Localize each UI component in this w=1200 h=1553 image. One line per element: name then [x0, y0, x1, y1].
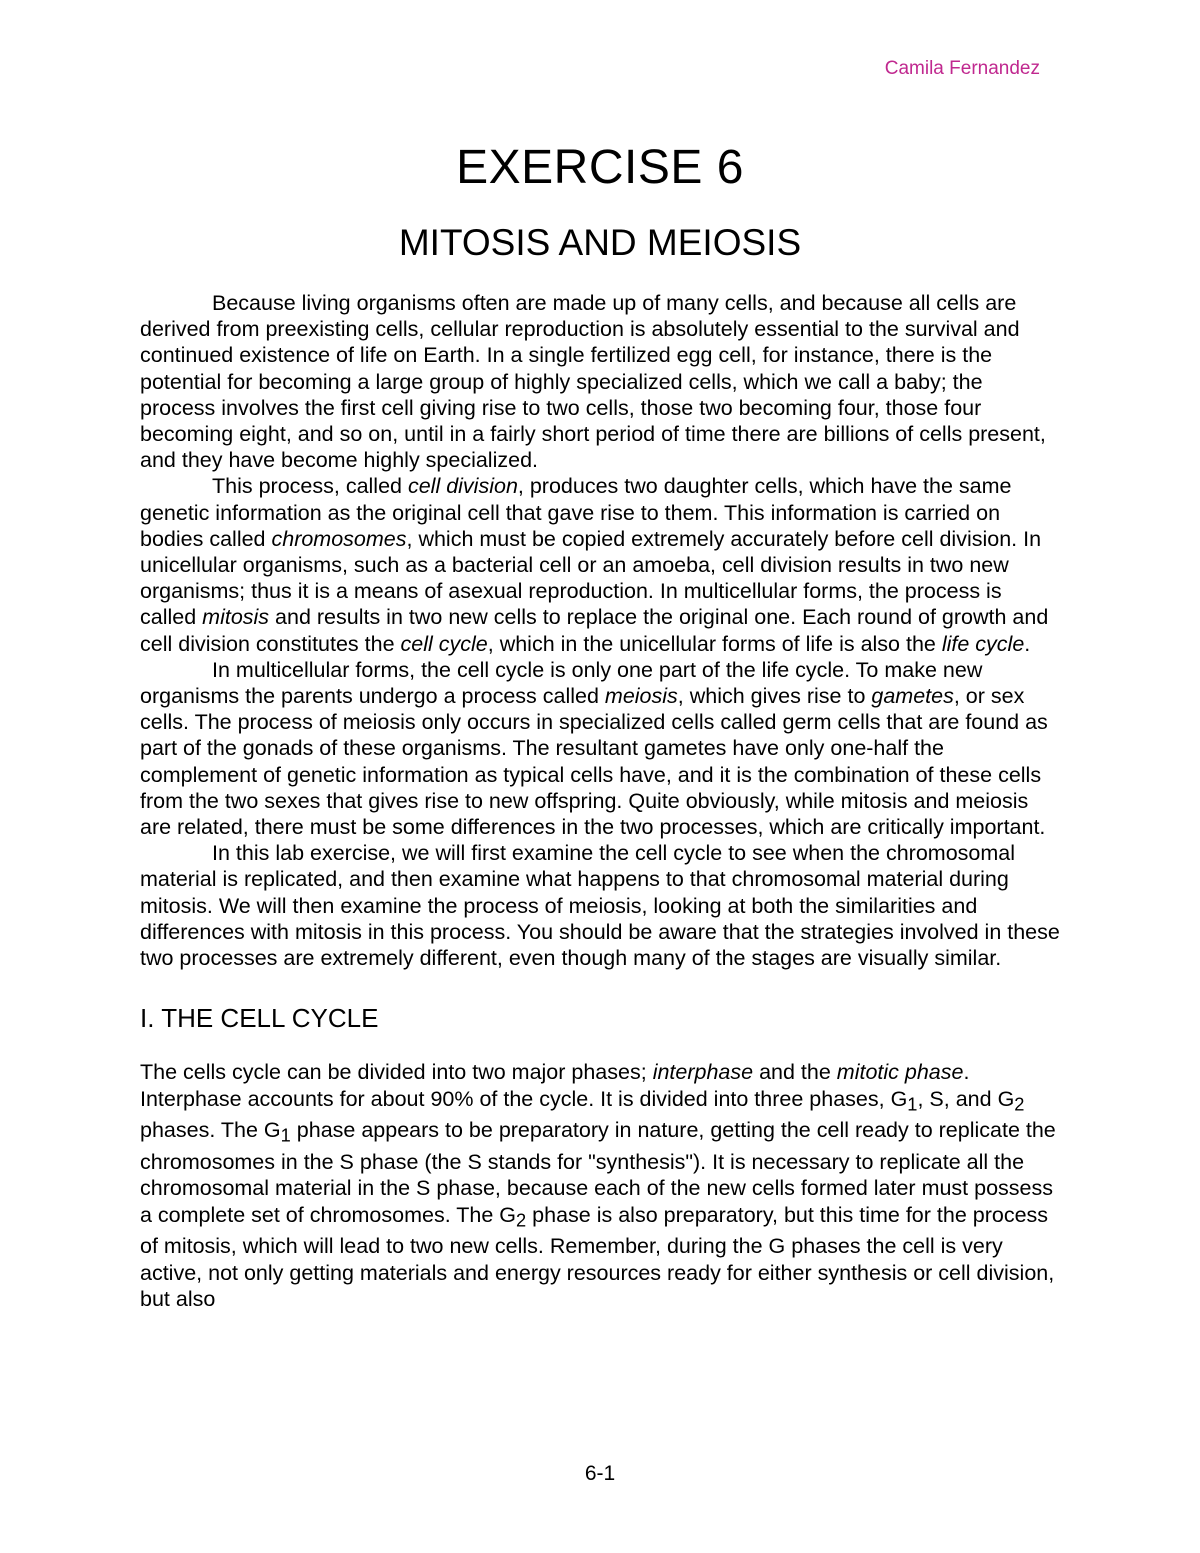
phase-s: S — [929, 1086, 944, 1111]
paragraph-lab-overview: In this lab exercise, we will first examine the cell cycle to see when the chromosomal material is replicated, and then examine what happens to that chromosomal material during mitosis. We will then examine the process of meiosis, looking at both the similarities and differences with mitosis in this process. You should be aware that the strategies involved in these two processes are extremely different, even though many of the stages are visually similar. — [140, 841, 1060, 971]
section-heading-cell-cycle: I. THE CELL CYCLE — [140, 1003, 379, 1034]
exercise-title: EXERCISE 6 — [456, 141, 744, 194]
term-life-cycle: life cycle — [941, 631, 1025, 656]
page-number: 6-1 — [584, 1462, 616, 1485]
term-meiosis: meiosis — [604, 684, 678, 709]
term-gametes: gametes — [871, 684, 954, 709]
text-run: , produces two daughter cells, which have the same genetic information as the original cell that gave rise to them. This information is carried on bodies called — [140, 474, 1012, 551]
term-interphase: interphase — [652, 1060, 754, 1085]
subscript-1: 1 — [907, 1093, 918, 1115]
paragraph-meiosis — [140, 657, 1060, 840]
author-name: Camila Fernandez — [884, 58, 1040, 79]
term-cell-division: cell division — [407, 474, 518, 499]
phase-g: G — [263, 1118, 281, 1143]
phase-g: G — [997, 1086, 1015, 1111]
phase-g: G — [890, 1086, 908, 1111]
text-run: In multicellular forms, the cell cycle is only one part of the life cycle. To make new organisms the parents undergo a process called — [140, 657, 983, 709]
text-run: , which gives rise to — [677, 684, 872, 709]
text-run: , and — [943, 1086, 998, 1111]
document-body — [140, 290, 1060, 1312]
term-chromosomes: chromosomes — [271, 526, 407, 551]
subscript-1: 1 — [280, 1125, 291, 1147]
text-run: , which in the unicellular forms of life is also the — [487, 631, 942, 656]
text-run: phase is also preparatory, but this time for the process of mitosis, which will lead to two new cells. Remember, during the G phases the cell is very active, not only getting materials and energy resources ready for either synthesis or cell division, but also — [140, 1202, 1055, 1311]
text-run: , or sex cells. The process of meiosis only occurs in specialized cells called germ cells that are found as part of the gonads of these organisms. The resultant gametes have only one-half the complement of genetic information as typical cells have, and it is the combination of these cells from the two sexes that gives rise to new offspring. Quite obviously, while mitosis and meiosis are related, there must be some differences in the two processes, which are critically important. — [140, 684, 1048, 840]
text-run: . Interphase accounts for about 90% of the cycle. It is divided into three phases, — [140, 1060, 970, 1111]
text-run: . — [1024, 631, 1031, 656]
text-run: This process, called — [212, 474, 408, 499]
text-run: phases. The — [140, 1118, 264, 1143]
text-run: The cells cycle can be divided into two major phases; — [140, 1060, 653, 1085]
exercise-subtitle: MITOSIS AND MEIOSIS — [398, 222, 802, 263]
term-mitotic-phase: mitotic phase — [836, 1060, 964, 1085]
text-run: , which must be copied extremely accurately before cell division. In unicellular organisms, such as a bacterial cell or an amoeba, cell division results in two new organisms; thus it is a means of asexual reproduction. In multicellular forms, the process is called — [140, 526, 1042, 630]
subscript-2: 2 — [1014, 1093, 1025, 1115]
paragraph-cell-cycle — [140, 1059, 1060, 1312]
term-cell-cycle: cell cycle — [400, 631, 488, 656]
paragraph-cell-division — [140, 473, 1060, 656]
term-mitosis: mitosis — [202, 605, 270, 630]
text-run: phase appears to be preparatory in nature, getting the cell ready to replicate the chromosomes in the S phase (the S stands for "synthesis"). It is necessary to replicate all the chromosomal material in the S phase, because each of the new cells formed later must possess a complete set of chromosomes. The — [140, 1118, 1056, 1227]
text-run: , — [917, 1086, 930, 1111]
phase-g: G — [499, 1202, 517, 1227]
text-run: and results in two new cells to replace the original one. Each round of growth and cell division constitutes the — [140, 605, 1049, 656]
text-run: and the — [753, 1060, 837, 1085]
subscript-2: 2 — [516, 1209, 527, 1231]
paragraph-intro: Because living organisms often are made up of many cells, and because all cells are derived from preexisting cells, cellular reproduction is absolutely essential to the survival and continued existence of life on Earth. In a single fertilized egg cell, for instance, there is the potential for becoming a large group of highly specialized cells, which we call a baby; the process involves the first cell giving rise to two cells, those two becoming four, those four becoming eight, and so on, until in a fairly short period of time there are billions of cells present, and they have become highly specialized. — [140, 291, 1046, 473]
